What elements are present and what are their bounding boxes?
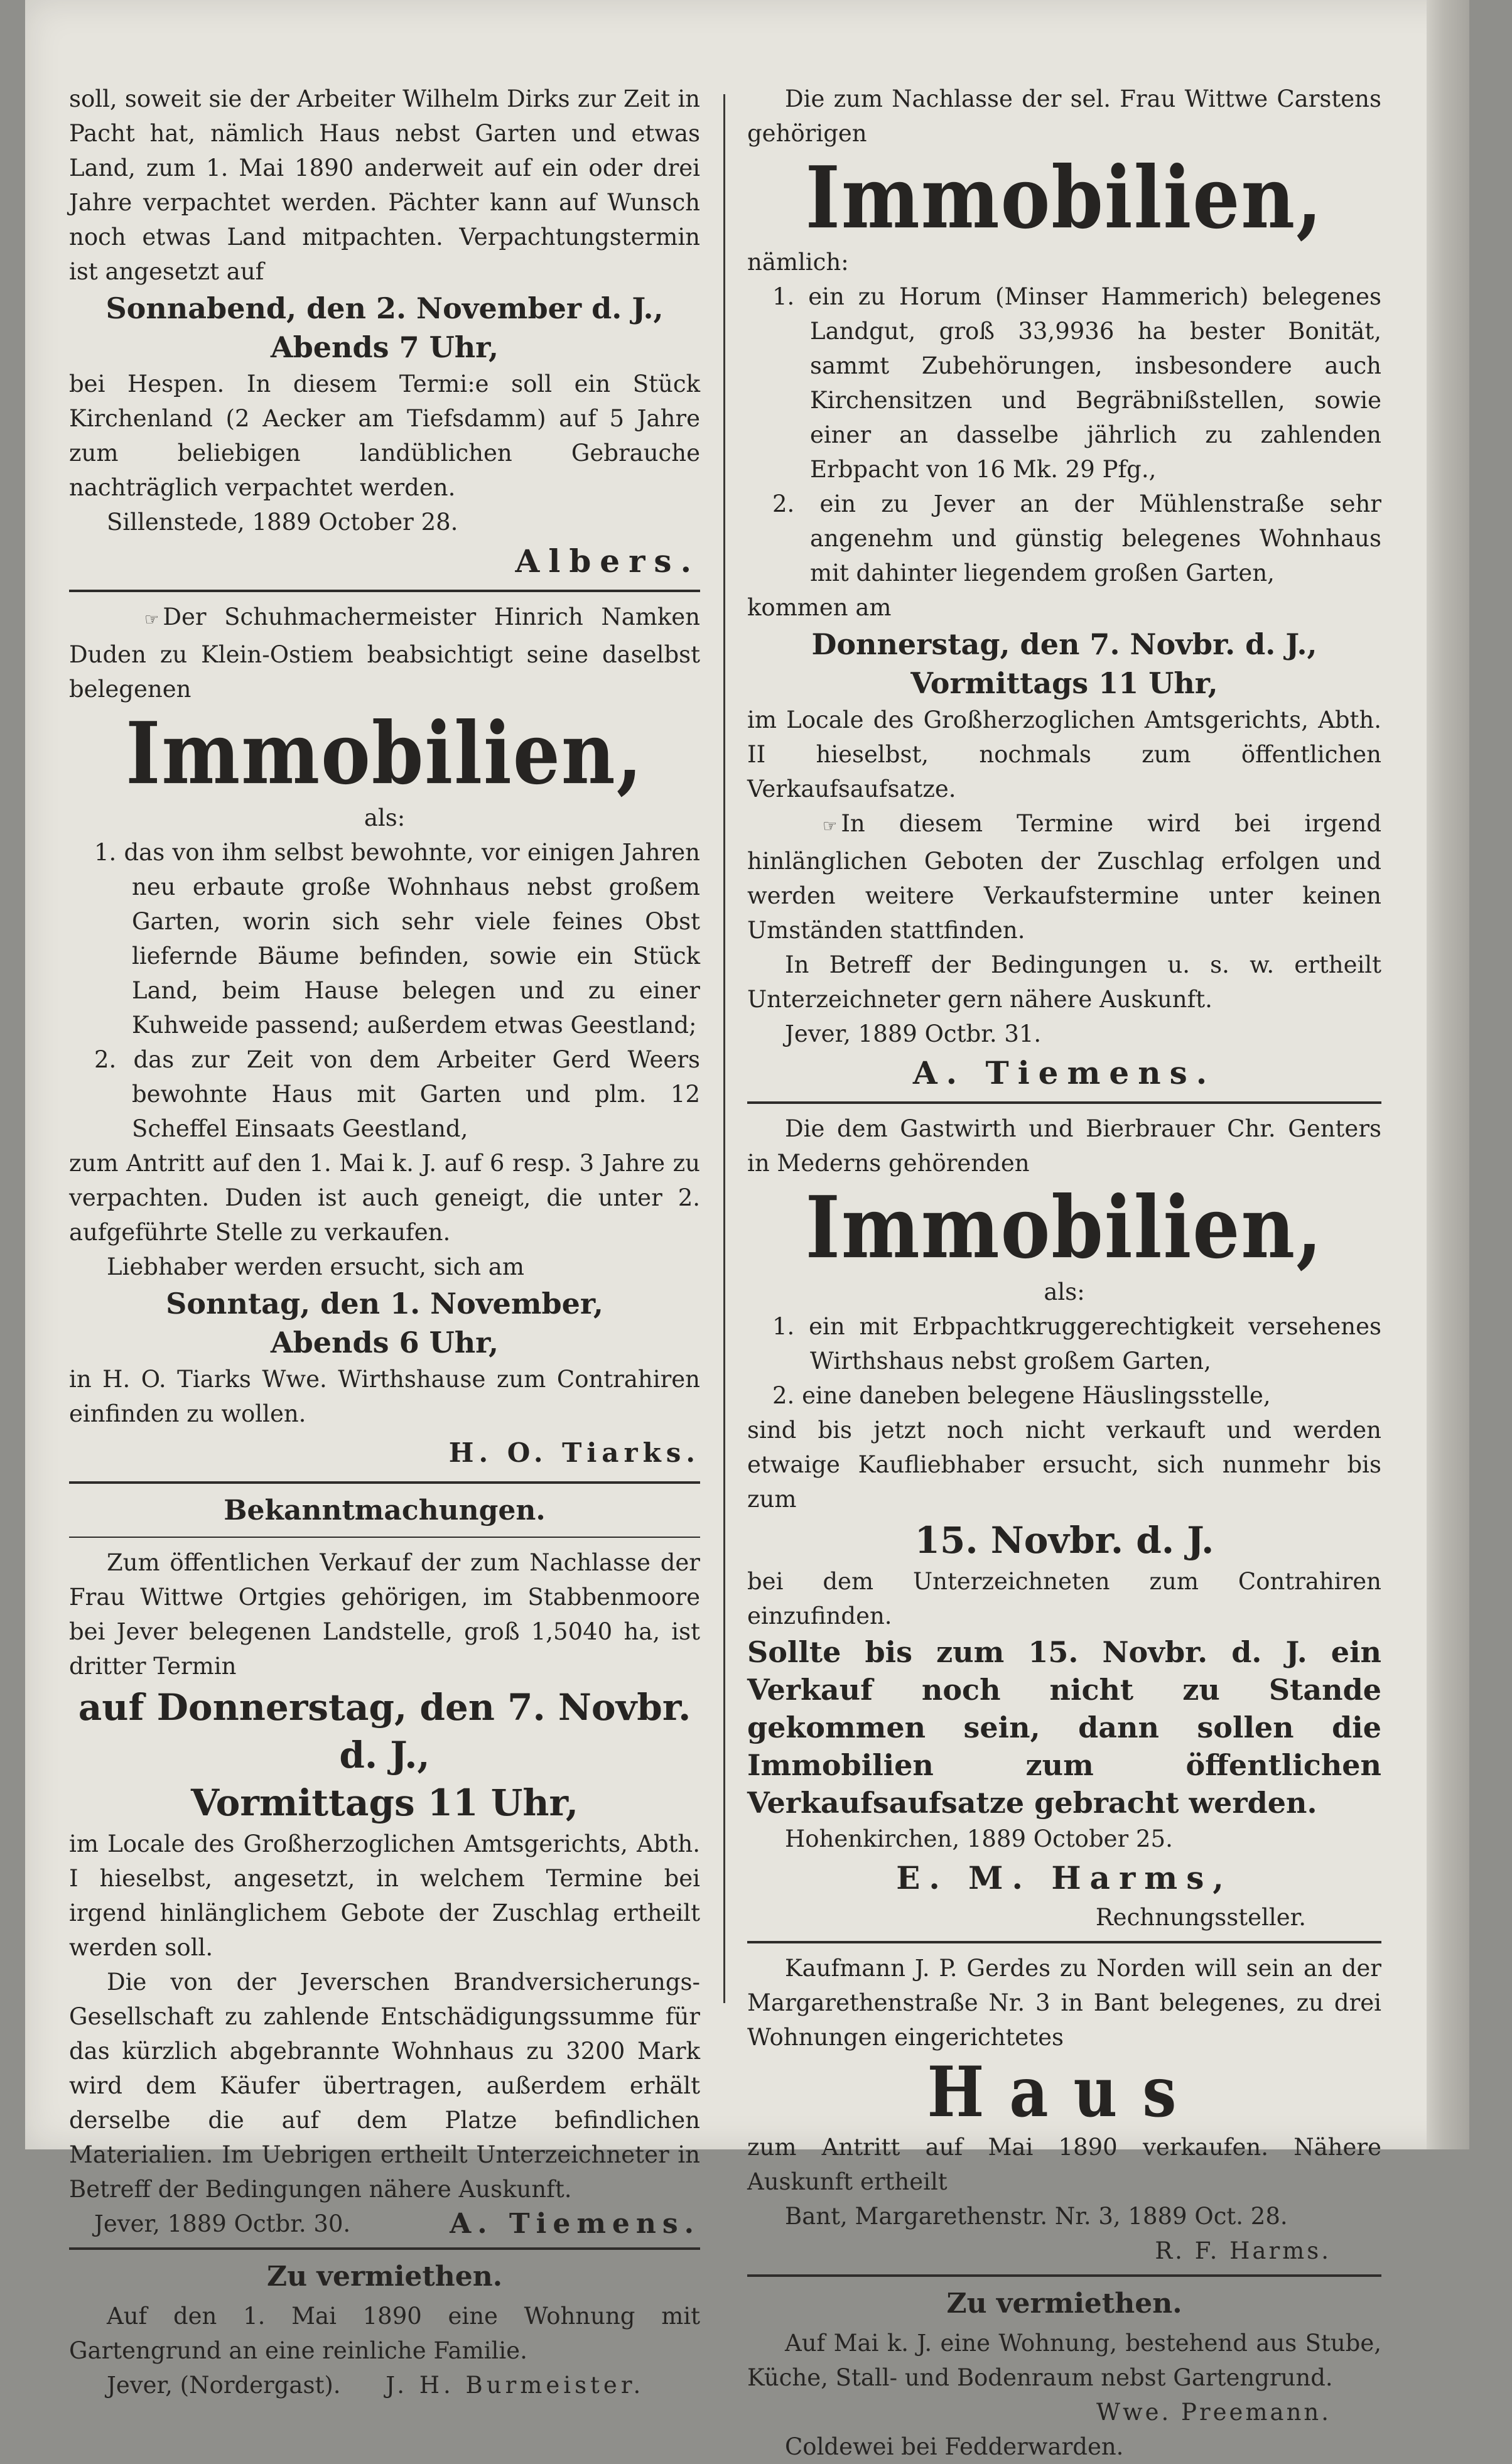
notice-text-2: zum Antritt auf Mai 1890 verkaufen. Nähere Auskunft ertheilt	[747, 2134, 1381, 2195]
lease-notice-duden	[69, 600, 700, 1475]
notice-als: als:	[364, 804, 406, 831]
lease-notice-albers	[69, 82, 700, 583]
right-column	[747, 82, 1381, 2464]
sale-notice-carstens	[747, 82, 1381, 1095]
property-list	[69, 835, 700, 1146]
notice-text: sind bis jetzt noch nicht verkauft und werden etwaige Kaufliebhaber ersucht, sich nunmehr bis zum	[747, 1417, 1381, 1513]
notice-time: Vormittags 11 Uhr,	[190, 1781, 579, 1824]
notice-headline: Immobilien,	[805, 147, 1324, 248]
notice-text: Auf den 1. Mai 1890 eine Wohnung mit Gartengrund an eine reinliche Familie.	[69, 2303, 700, 2364]
sale-notice-genters	[747, 1111, 1381, 1935]
pointing-hand-icon: ☞	[823, 817, 838, 836]
notice-time: Abends 6 Uhr,	[270, 1326, 499, 1359]
notice-text-2: im Locale des Großherzoglichen Amtsgerichts, Abth. I hieselbst, angesetzt, in welchem Termine bei irgend hinlänglichem Gebote der Zuschlag ertheilt werden soll.	[69, 1830, 700, 1961]
notice-date: 15. Novbr. d. J.	[914, 1519, 1214, 1562]
notice-text-3: In Betreff der Bedingungen u. s. w. ertheilt Unterzeichneter gern nähere Auskunft.	[747, 951, 1381, 1013]
notice-date: Sonntag, den 1. November,	[166, 1287, 603, 1321]
notice-place-date: Jever, 1889 Octbr. 30.	[94, 2210, 351, 2237]
announcements-section	[69, 1491, 700, 2241]
property-list	[747, 279, 1381, 590]
notice-namlich: nämlich:	[747, 249, 849, 276]
notice-title: Rechnungssteller.	[1095, 1904, 1306, 1931]
notice-signature: E. M. Harms,	[896, 1859, 1233, 1896]
list-item: 1. ein zu Horum (Minser Hammerich) belegenes Landgut, groß 33,9936 ha bester Bonität, sammt Zubehörungen, insbesondere auch Kirchensitzen und Begräbnißstellen, sowie einer an dasselbe jährlich zu zahlenden Erbpacht von 16 Mk. 29 Pfg.,	[772, 283, 1381, 483]
notice-footer	[69, 2207, 700, 2241]
notice-place-date: Sillenstede, 1889 October 28.	[107, 509, 458, 536]
notice-date: Sonnabend, den 2. November d. J.,	[105, 291, 664, 325]
section-rule	[747, 1101, 1381, 1104]
notice-headline: Immobilien,	[126, 703, 644, 804]
notice-als: als:	[1044, 1278, 1085, 1305]
notice-signature: J. H. Burmeister.	[386, 2372, 645, 2399]
notice-footer	[69, 2368, 700, 2402]
notice-place: Jever, (Nordergast).	[107, 2372, 341, 2399]
notice-signature: Wwe. Preemann.	[1096, 2399, 1331, 2426]
notice-place-date: Bant, Margarethenstr. Nr. 3, 1889 Oct. 28.	[785, 2203, 1288, 2230]
notice-intro: Die zum Nachlasse der sel. Frau Wittwe Carstens gehörigen	[747, 85, 1381, 147]
notice-signature: Albers.	[515, 543, 700, 580]
notice-text-2: bei Hespen. In diesem Termi:e soll ein Stück Kirchenland (2 Aecker am Tiefsdamm) auf 5 Jahre zum beliebigen landüblichen Gebrauche nachträglich verpachtet werden.	[69, 370, 700, 501]
notice-headline: Haus	[927, 2051, 1202, 2133]
newspaper-page	[25, 0, 1469, 2460]
notice-text: Auf Mai k. J. eine Wohnung, bestehend aus Stube, Küche, Stall- und Bodenraum nebst Gartengrund.	[747, 2330, 1381, 2391]
notice-place-date: Jever, 1889 Octbr. 31.	[785, 1020, 1042, 1047]
list-item: 2. eine daneben belegene Häuslingsstelle,	[772, 1382, 1271, 1409]
section-rule	[69, 2247, 700, 2250]
notice-bold-text: Sollte bis zum 15. Novbr. d. J. ein Verkauf noch nicht zu Stande gekommen sein, dann sollen die Immobilien zum öffentlichen Verkaufsaufsatze gebracht werden.	[747, 1635, 1381, 1820]
heading-rule	[69, 1537, 700, 1538]
notice-time: Vormittags 11 Uhr,	[910, 666, 1218, 700]
rental-notice-preemann	[747, 2284, 1381, 2464]
notice-text-2-body: In diesem Termine wird bei irgend hinlänglichen Geboten der Zuschlag erfolgen und werden weitere Verkaufstermine unter keinen Umständen stattfinden.	[747, 810, 1381, 944]
page-edge	[1427, 0, 1469, 2149]
notice-signature: R. F. Harms.	[1155, 2237, 1331, 2264]
list-item: 2. ein zu Jever an der Mühlenstraße sehr angenehm und günstig belegenes Wohnhaus mit dahinter liegendem großen Garten,	[772, 490, 1381, 586]
section-heading: Bekanntmachungen.	[224, 1494, 546, 1526]
notice-date: Donnerstag, den 7. Novbr. d. J.,	[811, 627, 1317, 661]
notice-text-3: Die von der Jeverschen Brandversicherungs-Gesellschaft zu zahlende Entschädigungssumme für das kürzlich abgebrannte Wohnhaus zu 3200 Mark wird dem Käufer übertragen, außerdem erhält derselbe die auf dem Platze befindlichen Materialien. Im Uebrigen ertheilt Unterzeichneter in Betreff der Bedingungen nähere Auskunft.	[69, 1969, 700, 2203]
rental-notice-burmeister	[69, 2257, 700, 2402]
notice-text: Kaufmann J. P. Gerdes zu Norden will sein an der Margarethenstraße Nr. 3 in Bant belegenes, zu drei Wohnungen eingerichtetes	[747, 1955, 1381, 2051]
notice-date: auf Donnerstag, den 7. Novbr. d. J.,	[78, 1686, 691, 1776]
notice-text: zum Antritt auf den 1. Mai k. J. auf 6 resp. 3 Jahre zu verpachten. Duden ist auch geneigt, die unter 2. aufgeführte Stelle zu verkaufen.	[69, 1150, 700, 1246]
notice-signature: A. Tiemens.	[912, 1054, 1216, 1091]
section-rule	[747, 1941, 1381, 1943]
notice-kommen: kommen am	[747, 594, 892, 621]
list-item: 1. das von ihm selbst bewohnte, vor einigen Jahren neu erbaute große Wohnhaus nebst großem Garten, worin sich sehr viele feines Obst liefernde Bäume befinden, sowie ein Stück Land, beim Hause belegen und zu einer Kuhweide passend; außerdem etwas Geestland;	[94, 839, 700, 1039]
notice-text-3: in H. O. Tiarks Wwe. Wirthshause zum Contrahiren einfinden zu wollen.	[69, 1366, 700, 1427]
notice-signature: H. O. Tiarks.	[448, 1437, 700, 1468]
notice-place-date: Hohenkirchen, 1889 October 25.	[785, 1825, 1173, 1852]
notice-text: soll, soweit sie der Arbeiter Wilhelm Dirks zur Zeit in Pacht hat, nämlich Haus nebst Garten und etwas Land, zum 1. Mai 1890 anderweit auf ein oder drei Jahre verpachtet werden. Pächter kann auf Wunsch noch etwas Land mitpachten. Verpachtungstermin ist angesetzt auf	[69, 85, 700, 285]
left-column	[69, 82, 700, 2402]
notice-time: Abends 7 Uhr,	[270, 330, 499, 364]
section-heading: Zu vermiethen.	[266, 2261, 503, 2293]
notice-text-2: bei dem Unterzeichneten zum Contrahiren einzufinden.	[747, 1568, 1381, 1629]
notice-text: im Locale des Großherzoglichen Amtsgerichts, Abth. II hieselbst, nochmals zum öffentlichen Verkaufsaufsatze.	[747, 706, 1381, 802]
notice-headline: Immobilien,	[805, 1177, 1324, 1278]
pointing-hand-icon: ☞	[144, 610, 159, 629]
notice-place: Coldewei bei Fedderwarden.	[785, 2433, 1124, 2460]
column-divider	[723, 94, 725, 2003]
section-heading: Zu vermiethen.	[946, 2288, 1182, 2320]
notice-text-2: Liebhaber werden ersucht, sich am	[107, 1253, 524, 1280]
list-item: 1. ein mit Erbpachtkruggerechtigkeit versehenes Wirthshaus nebst großem Garten,	[772, 1313, 1381, 1375]
sale-notice-gerdes	[747, 1951, 1381, 2268]
section-rule	[69, 1481, 700, 1484]
list-item: 2. das zur Zeit von dem Arbeiter Gerd Weers bewohnte Haus mit Garten und plm. 12 Scheffel Einsaats Geestland,	[94, 1046, 700, 1142]
notice-signature: A. Tiemens.	[450, 2208, 700, 2240]
notice-intro: Die dem Gastwirth und Bierbrauer Chr. Genters in Mederns gehörenden	[747, 1115, 1381, 1177]
notice-intro	[69, 600, 700, 706]
section-rule	[747, 2274, 1381, 2277]
section-rule	[69, 590, 700, 592]
notice-text-2	[747, 806, 1381, 948]
notice-text: Zum öffentlichen Verkauf der zum Nachlasse der Frau Wittwe Ortgies gehörigen, im Stabbenmoore bei Jever belegenen Landstelle, groß 1,5040 ha, ist dritter Termin	[69, 1549, 700, 1680]
property-list	[747, 1309, 1381, 1413]
notice-intro-text: Der Schuhmachermeister Hinrich Namken Duden zu Klein-Ostiem beabsichtigt seine daselbst belegenen	[69, 603, 700, 703]
